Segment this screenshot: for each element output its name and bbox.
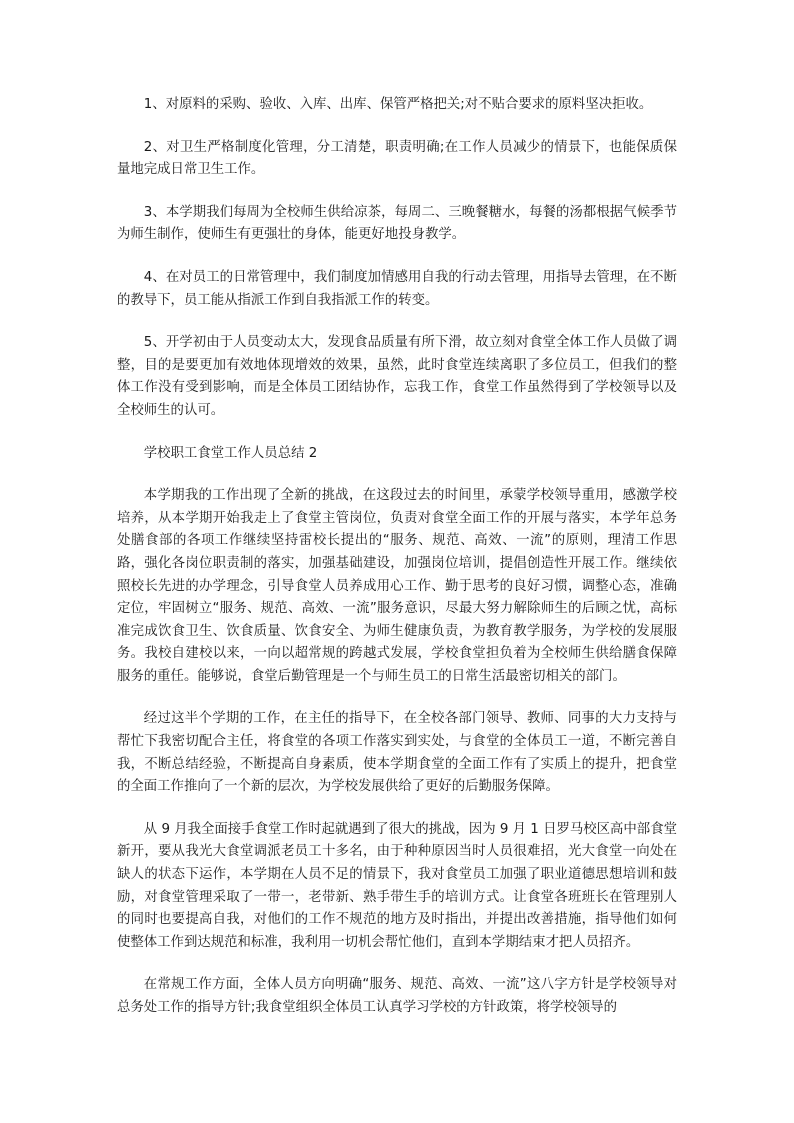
paragraph-4: 4、在对员工的日常管理中，我们制度加情感用自我的行动去管理，用指导去管理，在不断的教导下，员工能从指派工作到自我指派工作的转变。 xyxy=(117,269,677,308)
paragraph-1: 1、对原料的采购、验收、入库、出库、保管严格把关;对不贴合要求的原料坚决拒收。 xyxy=(143,97,653,112)
paragraph-5: 5、开学初由于人员变动太大，发现食品质量有所下滑，故立刻对食堂全体工作人员做了调整，目的是要更加有效地体现增效的效果，虽然，此时食堂连续离职了多位员工，但我们的整体工作没有受到影响，而是全体员工团结协作，忘我工作，食堂工作虽然得到了学校领导以及全校师生的认可。 xyxy=(117,335,677,418)
paragraph-2: 2、对卫生严格制度化管理，分工清楚，职责明确;在工作人员减少的情景下，也能保质保量地完成日常卫生工作。 xyxy=(117,139,677,178)
paragraph-3: 3、本学期我们每周为全校师生供给凉茶，每周二、三晚餐糖水，每餐的汤都根据气候季节为师生制作，使师生有更强壮的身体，能更好地投身教学。 xyxy=(117,204,677,243)
paragraph-6: 本学期我的工作出现了全新的挑战，在这段过去的时间里，承蒙学校领导重用，感激学校培养，从本学期开始我走上了食堂主管岗位，负责对食堂全面工作的开展与落实，本学年总务处膳食部的各项工作继续坚持雷校长提出的“服务、规范、高效、一流”的原则，理清工作思路，强化各岗位职责制的落实，加强基础建设，加强岗位培训，提倡创造性开展工作。继续依照校长先进的办学理念，引导食堂人员养成用心工作、勤于思考的良好习惯，调整心态，准确定位，牢固树立“服务、规范、高效、一流”服务意识，尽最大努力解除师生的后顾之忧，高标准完成饮食卫生、饮食质量、饮食安全、为师生健康负责，为教育教学服务，为学校的发展服务。我校自建校以来，一向以超常规的跨越式发展，学校食堂担负着为全校师生供给膳食保障服务的重任。能够说，食堂后勤管理是一个与师生员工的日常生活最密切相关的部门。 xyxy=(117,488,677,684)
document-body xyxy=(117,94,677,1040)
paragraph-9: 在常规工作方面，全体人员方向明确“服务、规范、高效、一流”这八字方针是学校领导对总务处工作的指导方针;我食堂组织全体员工认真学习学校的方针政策，将学校领导的 xyxy=(117,977,677,1015)
paragraph-7: 经过这半个学期的工作，在主任的指导下，在全校各部门领导、教师、同事的大力支持与帮忙下我密切配合主任，将食堂的各项工作落实到实处，与食堂的全体员工一道，不断完善自我，不断总结经验，不断提高自身素质，使本学期食堂的全面工作有了实质上的提升，把食堂的全面工作推向了一个新的层次，为学校发展供给了更好的后勤服务保障。 xyxy=(117,711,677,795)
section-heading: 学校职工食堂工作人员总结 2 xyxy=(143,445,318,461)
paragraph-8: 从 9 月我全面接手食堂工作时起就遇到了很大的挑战，因为 9 月 1 日罗马校区高中部食堂新开，要从我光大食堂调派老员工十多名，由于种种原因当时人员很难招，光大食堂一向处在缺人的状态下运作，本学期在人员不足的情景下，我对食堂员工加强了职业道德思想培训和鼓励，对食堂管理采取了一带一，老带新、熟手带生手的培训方式。让食堂各班班长在管理别人的同时也要提高自我，对他们的工作不规范的地方及时指出，并提出改善措施，指导他们如何使整体工作到达规范和标准，我利用一切机会帮忙他们，直到本学期结束才把人员招齐。 xyxy=(117,821,677,950)
